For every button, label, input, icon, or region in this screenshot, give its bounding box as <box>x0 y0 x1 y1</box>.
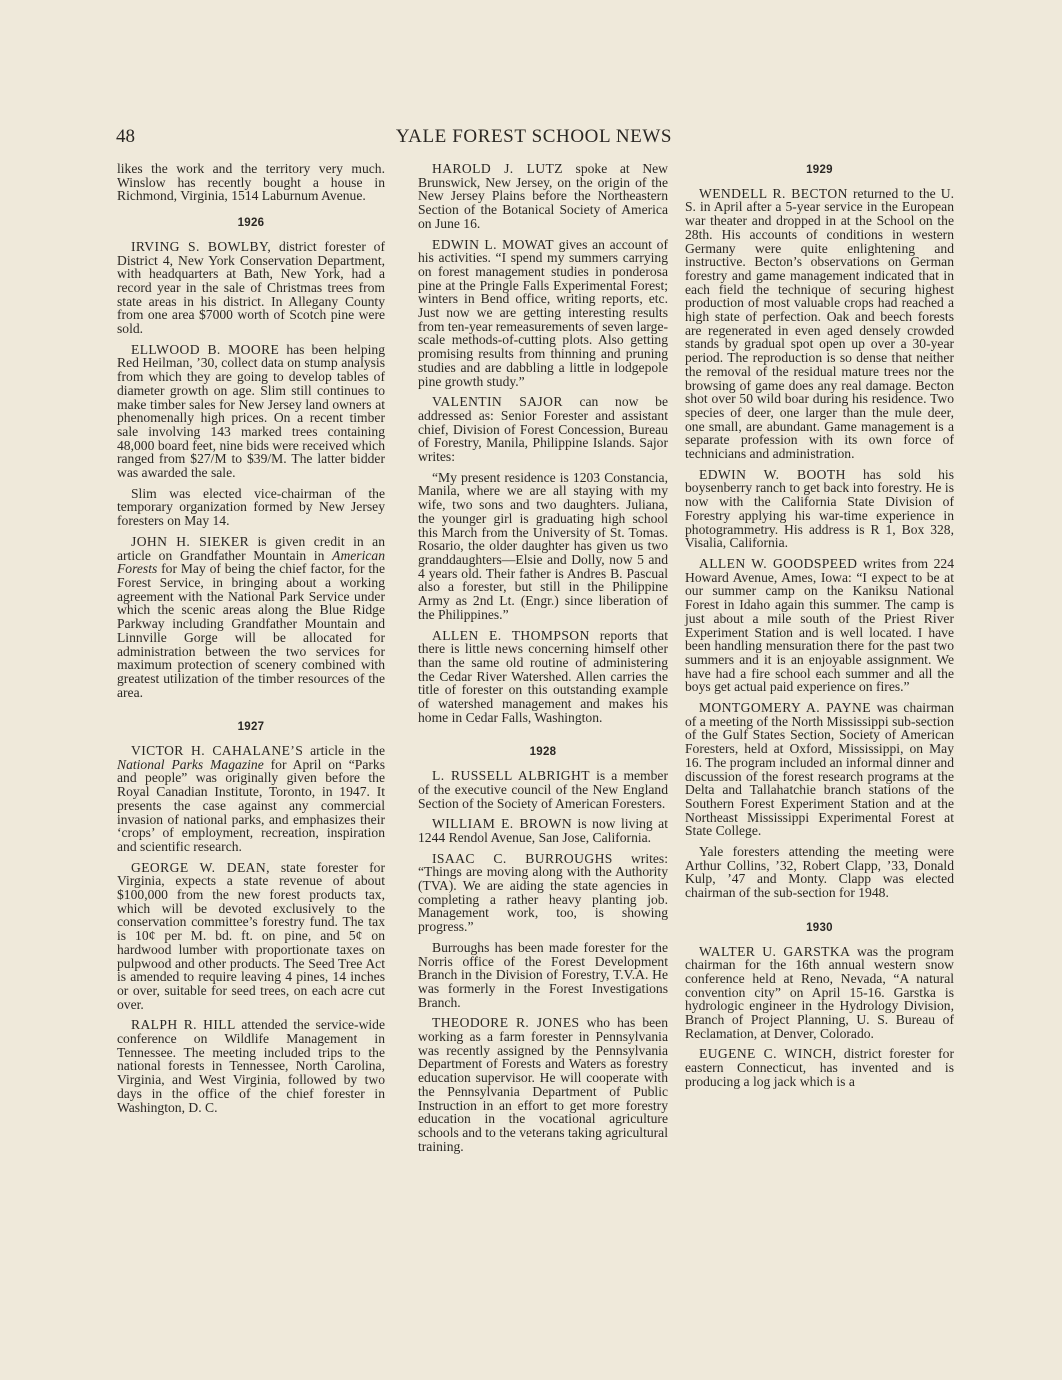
person-name: RALPH R. HILL <box>131 1017 236 1033</box>
paragraph-text: is now living at 1244 Rendol Avenue, San Jose, California. <box>418 816 668 845</box>
person-name: EDWIN L. MOWAT <box>432 236 554 252</box>
paragraph <box>117 240 385 336</box>
class-year-heading: 1928 <box>529 746 557 759</box>
person-name: ALLEN W. GOODSPEED <box>699 555 858 571</box>
person-name: IRVING S. BOWLBY, <box>131 238 272 254</box>
person-name: WALTER U. GARSTKA <box>699 943 851 959</box>
paragraph <box>418 395 668 464</box>
paragraph <box>117 861 385 1012</box>
paragraph <box>685 187 954 461</box>
person-name: L. RUSSELL ALBRIGHT <box>432 768 590 784</box>
page-header <box>116 126 952 150</box>
paragraph <box>418 817 668 844</box>
paragraph: likes the work and the territory very much. Winslow has recently bought a house in Richmond, Virginia, 1514 Laburnum Avenue. <box>117 161 385 204</box>
paragraph <box>685 701 954 838</box>
person-name: JOHN H. SIEKER <box>131 533 250 549</box>
paragraph-text: writes from 224 Howard Avenue, Ames, Iowa: “I expect to be at our summer camp on the Kaniksu National Forest in Idaho again this summer. The camp is just about a mile south of the Priest River Experiment Station and is well located. I have been handling mensuration there for the past two summers and it is an enjoyable assignment. We have had a fire school each summer and all the boys get actual paid experience on fires.” <box>685 555 954 695</box>
person-name: VICTOR H. CAHALANE’S <box>131 743 304 759</box>
person-name: HAROLD J. LUTZ <box>432 161 563 176</box>
person-name: THEODORE R. JONES <box>432 1015 580 1031</box>
running-title: YALE FOREST SCHOOL NEWS <box>395 126 673 147</box>
class-year-heading: 1926 <box>237 217 265 230</box>
paragraph: Yale foresters attending the meeting were Arthur Collins, ’32, Robert Clapp, ’33, Donald Kulp, ’47 and Monty. Clapp was elected chairman of the sub-section for 1948. <box>685 844 954 901</box>
person-name: EUGENE C. WINCH, <box>699 1046 837 1062</box>
paragraph-text: district forester for eastern Connecticut, has invented and is producing a log jack which is a <box>685 1046 954 1089</box>
class-year-heading: 1927 <box>237 721 265 734</box>
person-name: WILLIAM E. BROWN <box>432 816 573 832</box>
paragraph-text: can now be addressed as: Senior Forester and assistant chief, Division of Forest Concession, Bureau of Forestry, Manila, Philippine Islands. Sajor writes: <box>418 394 668 465</box>
paragraph-text: attended the service-wide conference on Wildlife Management in Tennessee. The meeting included trips to the national forests in Tennessee, North Carolina, Virginia, and West Virginia, followed by two days in the office of the chief forester in Washington, D. C. <box>117 1017 385 1115</box>
paragraph-text: district forester of District 4, New York Conservation Department, with headquarters at Bath, New York, had a record year in the sale of Christmas trees from state areas in his district. In Allegany County from one area $7000 worth of Scotch pine were sold. <box>117 238 385 337</box>
person-name: WENDELL R. BECTON <box>699 185 848 201</box>
paragraph <box>418 1016 668 1153</box>
class-year-heading: 1929 <box>806 164 833 176</box>
paragraph <box>117 535 385 699</box>
person-name: VALENTIN SAJOR <box>432 394 563 410</box>
paragraph <box>117 1018 385 1114</box>
paragraph <box>418 852 668 934</box>
paragraph-text: for May of being the chief factor, for the Forest Service, in bringing about a working agreement with the National Park Service under which the scenic areas along the Blue Ridge Parkway including Grandfather Mountain and Linnville Gorge will be allocated for administration between the two services for maximum protection of scenery combined with greatest utilization of the timber resources of the area. <box>117 561 385 700</box>
paragraph-text: spoke at New Brunswick, New Jersey, on the origin of the New Jersey Plains before the Northeastern Section of the Botanical Society of America on June 16. <box>418 161 669 231</box>
paragraph <box>685 945 954 1041</box>
paragraph-text: state forester for Virginia, expects a state revenue of about $100,000 from the new forest products tax, which will be devoted exclusively to the conservation committee’s forestry fund. The tax is 10¢ per M. bd. ft. on pine, and 5¢ on hardwood lumber with proportionate taxes on pulpwood and other products. The Seed Tree Act is amended to require leaving 4 pines, 14 inches or over, suitable for seed trees, on each acre cut over. <box>117 859 386 1012</box>
person-name: MONTGOMERY A. PAYNE <box>699 700 871 716</box>
paragraph-text: writes: “Things are moving along with the Authority (TVA). We are aiding the state agencies in completing a rather heavy planting job. Management work, too, is showing progress.” <box>418 850 668 935</box>
paragraph-text: was chairman of a meeting of the North Mississippi sub-section of the Gulf States Section, Society of American Foresters, held at Oxford, Mississippi, on May 16. The program included an informal dinner and discussion of the forest research programs at the Delta and Tallahatchie branch stations of the Southern Forest Experiment Station and at the Northeast Mississippi Experimental Forest at State College. <box>685 700 954 839</box>
person-name: EDWIN W. BOOTH <box>699 466 846 482</box>
class-year-heading: 1930 <box>806 921 833 934</box>
paragraph-text: gives an account of his activities. “I spend my summers carrying on forest management studies in ponderosa pine at the Pringle Falls Experimental Forest; winters in Bend office, writing reports, etc. Just now we are getting interesting results from ten-year remeasurements of seven large-scale methods-of-cutting plots. Also getting promising results from thinning and pruning studies and are dabbling a little in lodgepole pine growth study.” <box>418 236 668 389</box>
paragraph-text: for April on “Parks and people” was originally given before the Royal Canadian Institute, Toronto, in 1947. It presents the case against any commercial invasion of national parks, and emphasizes their ‘crops’ of employment, recreation, inspiration and scientific research. <box>117 756 385 854</box>
paragraph-text: was the program chairman for the 16th annual western snow conference held at Reno, Nevada, “A natural convention city” on April 15-16. Garstka is hydrologic engineer in the Hydrology Division, Branch of Project Planning, U. S. Bureau of Reclamation, at Denver, Colorado. <box>685 943 954 1041</box>
paragraph <box>418 238 668 389</box>
paragraph: “My present residence is 1203 Constancia, Manila, where we are all staying with my wife, two sons and two daughters. Juliana, the younger girl is graduating high school this March from the University of St. Tomas. Rosario, the older daughter has given us two granddaughters—Elsie and Dolly, now 5 and 4 years old. Their father is Andres B. Pascual also a forester, but still in the Philippine Army as 2nd Lt. (Engr.) since liberation of the Philippines.” <box>418 469 668 622</box>
paragraph-text: has sold his boysenberry ranch to get back into forestry. He is now with the California State Division of Forestry applying his war-time experience in photogrammetry. His address is R 1, Box 328, Visalia, California. <box>685 466 954 551</box>
person-name: GEORGE W. DEAN, <box>131 859 270 875</box>
paragraph <box>418 769 668 810</box>
paragraph-text: is a member of the executive council of the New England Section of the Society of American Foresters. <box>418 768 668 811</box>
person-name: ALLEN E. THOMPSON <box>432 627 590 643</box>
paragraph-text: article in the <box>303 743 385 759</box>
paragraph-text: reports that there is little news concerning himself other than the same old routine of administering the Cedar River Watershed. Allen carries the title of forester on this outstanding example of watershed management and makes his home in Cedar Falls, Washington. <box>418 627 668 725</box>
paragraph: Burroughs has been made forester for the Norris office of the Forest Development Branch in the Division of Forestry, T.V.A. He was formerly in the Forest Investigations Branch. <box>418 939 668 1010</box>
paragraph-text: returned to the U. S. in April after a 5-year service in the European war theater and dropped in at the School on the 28th. His accounts of conditions in western Germany were quite enlightening and instructive. Becton’s observations on German forestry and game management indicated that in each field the technique of securing highest production of most valuable crops had reached a high state of perfection. Oak and beech forests are regenerated in even aged densely crowded stands by gradual spot open up over a 30-year period. The reproduction is so dense that neither the removal of the residual mature trees nor the browsing of game does any real damage. Becton shot over 50 wild boar during his residence. Two species of deer, one larger than the mule deer, one small, are abundant. Game management is a separate profession with its own force of technicians and administration. <box>685 185 955 462</box>
paragraph-text: who has been working as a farm forester in Pennsylvania was recently assigned by the Pennsylvania Department of Forests and Waters as forestry education supervisor. He will cooperate with the Pennsylvania Department of Public Instruction in an effort to get more forestry education in the vocational agriculture schools and to the veterans taking agricultural training. <box>418 1015 668 1154</box>
paragraph <box>685 557 954 694</box>
paragraph <box>418 162 668 231</box>
paragraph <box>685 468 954 550</box>
paragraph <box>418 629 668 725</box>
column-2 <box>418 162 668 1160</box>
paragraph: Slim was elected vice-chairman of the temporary organization formed by New Jersey foresters on May 14. <box>117 485 385 529</box>
paragraph-text: is given credit in an article on Grandfather Mountain in <box>117 533 385 563</box>
column-1 <box>117 162 385 1121</box>
publication-title: American Forests <box>117 547 385 577</box>
person-name: ELLWOOD B. MOORE <box>131 341 280 357</box>
person-name: ISAAC C. BURROUGHS <box>432 850 613 866</box>
page-number: 48 <box>116 126 135 147</box>
paragraph <box>685 1047 954 1088</box>
paragraph <box>117 744 385 854</box>
publication-title: National Parks Magazine <box>117 756 264 772</box>
paragraph <box>117 343 385 480</box>
column-3 <box>685 162 954 1096</box>
paragraph-text: has been helping Red Heilman, ’30, collect data on stump analysis from which they are going to develop tables of diameter growth on age. Slim still continues to make timber sales for New Jersey land owners at phenomenally high prices. On a recent timber sale involving 143 marked trees containing 48,000 board feet, nine bids were received which ranged from $27/M to $39/M. The latter bidder was awarded the sale. <box>117 341 385 481</box>
